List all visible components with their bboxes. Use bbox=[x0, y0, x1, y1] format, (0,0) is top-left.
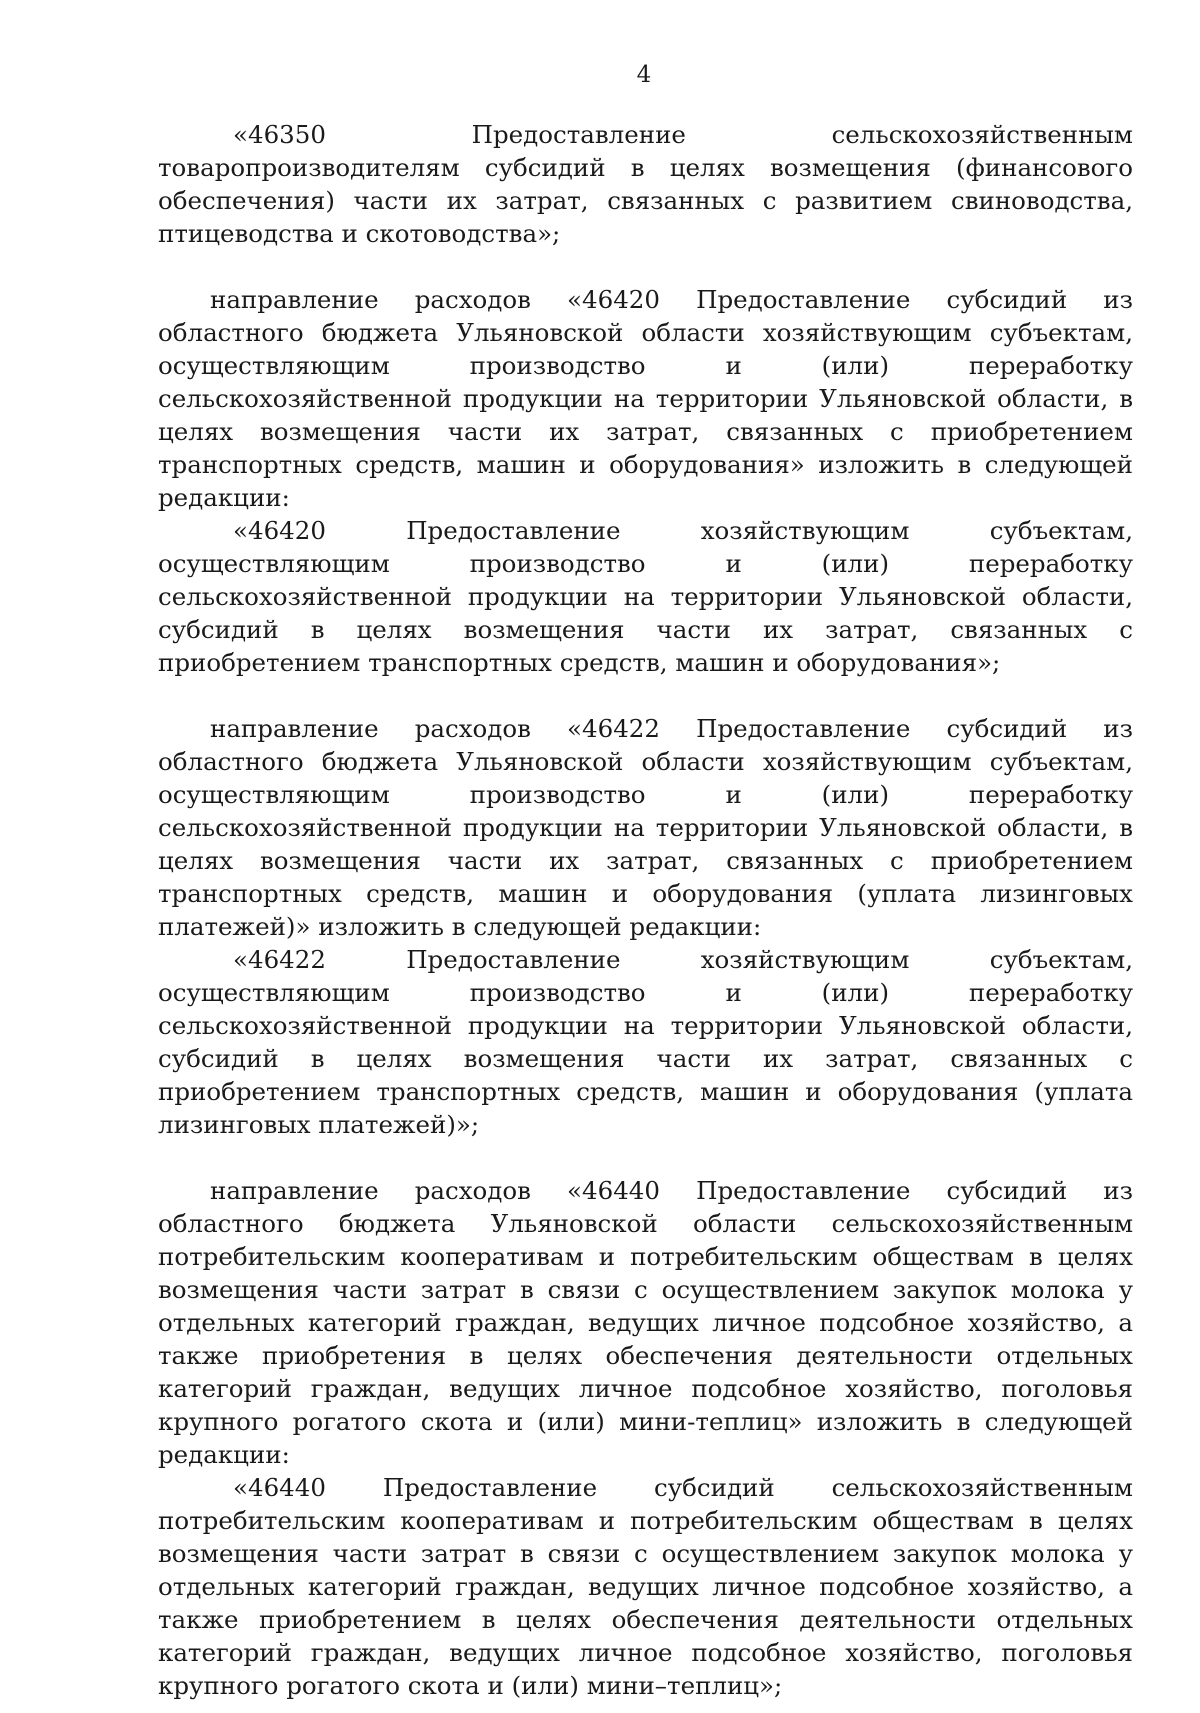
paragraph-gap bbox=[158, 679, 1133, 712]
paragraph-46420-new-text: «46420 Предоставление хозяйствующим субъектам, осуществляющим производство и (или) переработку сельскохозяйственной продукции на территории Ульяновской области, субсидий в целях возмещения части их затрат, связанных с приобретением транспортных средств, машин и оборудования»; bbox=[158, 516, 1133, 677]
paragraph-gap bbox=[158, 1141, 1133, 1174]
paragraph-46350-new-text: «46350 Предоставление сельскохозяйственным товаропроизводителям субсидий в целях возмещения (финансового обеспечения) части их затрат, связанных с развитием свиноводства, птицеводства и скотоводства»; bbox=[158, 120, 1133, 248]
paragraph-46420-instruction: направление расходов «46420 Предоставление субсидий из областного бюджета Ульяновской области хозяйствующим субъектам, осуществляющим производство и (или) переработку сельскохозяйственной продукции на территории Ульяновской области, в целях возмещения части их затрат, связанных с приобретением транспортных средств, машин и оборудования» изложить в следующей редакции: bbox=[158, 285, 1133, 512]
paragraph-gap bbox=[158, 250, 1133, 283]
paragraph-46422-new-text: «46422 Предоставление хозяйствующим субъектам, осуществляющим производство и (или) переработку сельскохозяйственной продукции на территории Ульяновской области, субсидий в целях возмещения части их затрат, связанных с приобретением транспортных средств, машин и оборудования (уплата лизинговых платежей)»; bbox=[158, 945, 1133, 1139]
paragraph-46422-instruction: направление расходов «46422 Предоставление субсидий из областного бюджета Ульяновской области хозяйствующим субъектам, осуществляющим производство и (или) переработку сельскохозяйственной продукции на территории Ульяновской области, в целях возмещения части их затрат, связанных с приобретением транспортных средств, машин и оборудования (уплата лизинговых платежей)» изложить в следующей редакции: bbox=[158, 714, 1133, 941]
paragraph-46440-new-text: «46440 Предоставление субсидий сельскохозяйственным потребительским кооперативам и потребительским обществам в целях возмещения части затрат в связи с осуществлением закупок молока у отдельных категорий граждан, ведущих личное подсобное хозяйство, а также приобретением в целях обеспечения деятельности отдельных категорий граждан, ведущих личное подсобное хозяйство, поголовья крупного рогатого скота и (или) мини–теплиц»; bbox=[158, 1473, 1133, 1700]
page-number: 4 bbox=[636, 62, 652, 88]
paragraph-46440-instruction: направление расходов «46440 Предоставление субсидий из областного бюджета Ульяновской области сельскохозяйственным потребительским кооперативам и потребительским обществам в целях возмещения части затрат в связи с осуществлением закупок молока у отдельных категорий граждан, ведущих личное подсобное хозяйство, а также приобретения в целях обеспечения деятельности отдельных категорий граждан, ведущих личное подсобное хозяйство, поголовья крупного рогатого скота и (или) мини-теплиц» изложить в следующей редакции: bbox=[158, 1176, 1133, 1469]
document-body bbox=[158, 118, 1133, 1702]
